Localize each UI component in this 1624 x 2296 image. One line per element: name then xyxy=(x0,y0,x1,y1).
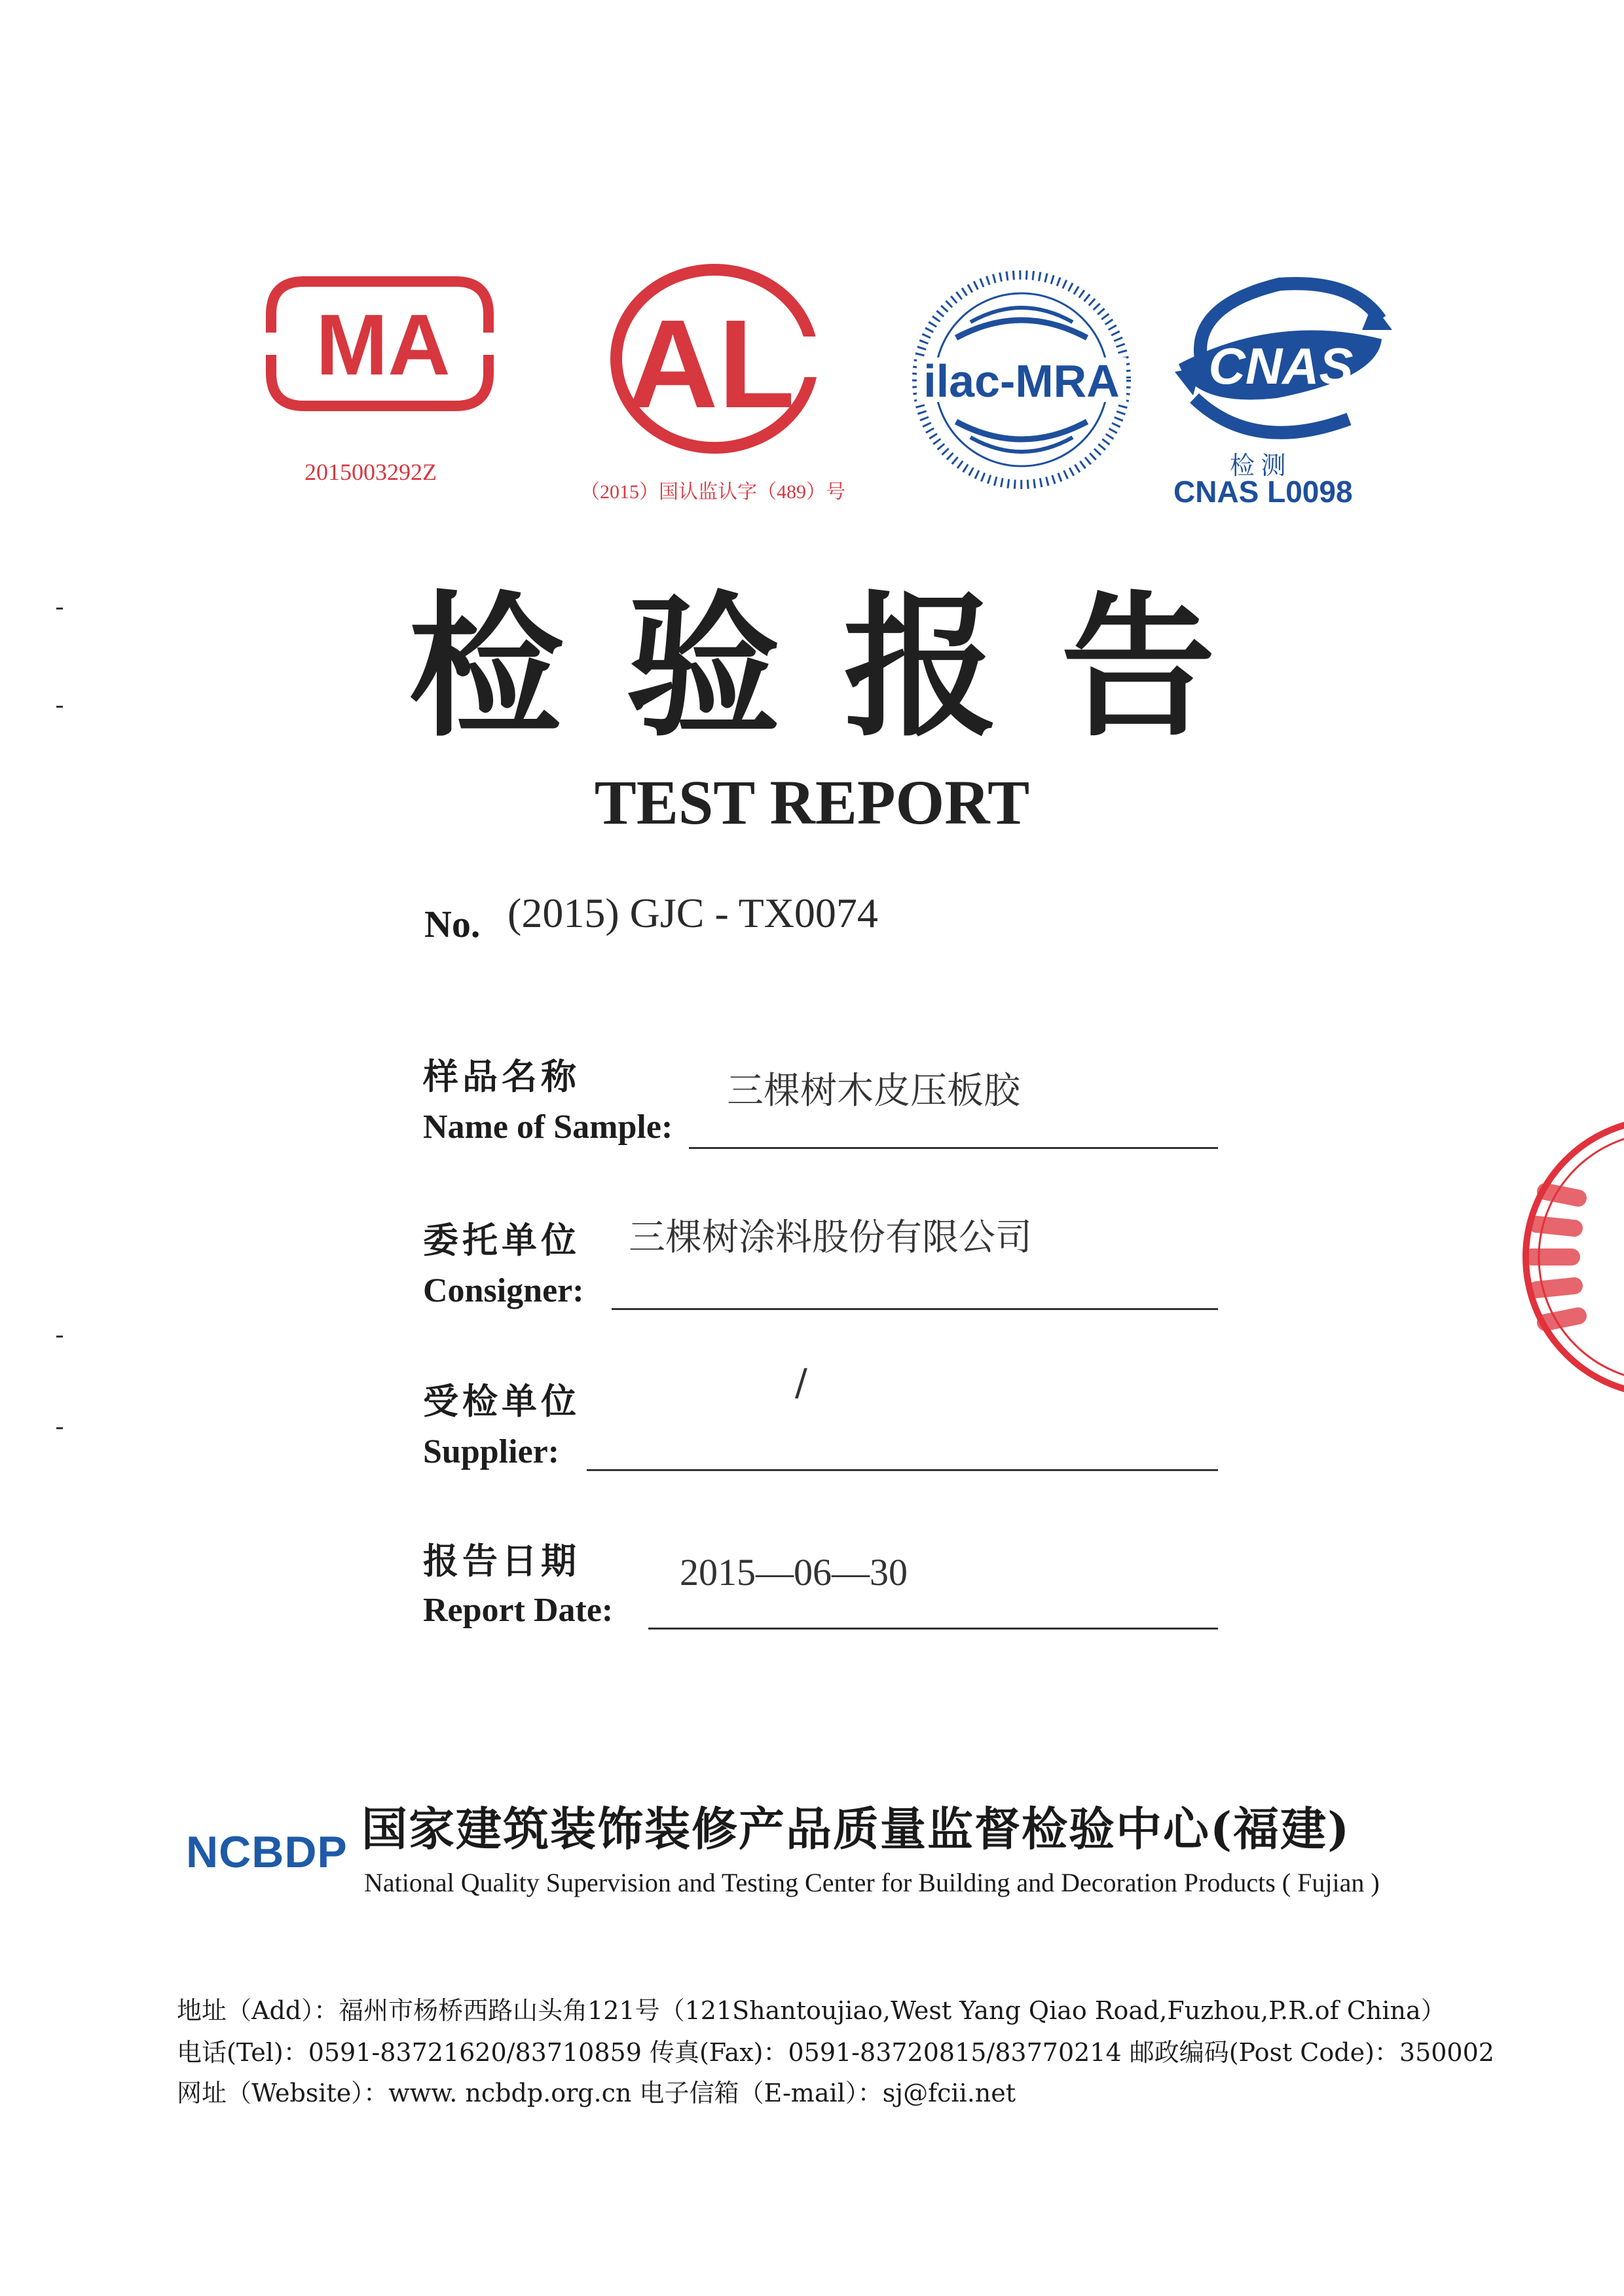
field-label-en: Name of Sample: xyxy=(423,1108,673,1146)
org-name-en: National Quality Supervision and Testing Center for Building and Decoration Products ( Fujian ) xyxy=(364,1868,1380,1897)
svg-text:ilac-MRA: ilac-MRA xyxy=(923,355,1120,407)
field-label-cn: 委托单位 xyxy=(423,1220,580,1261)
contact-address: 地址（Add）：福州市杨桥西路山头角121号（121Shantoujiao,West Yang Qiao Road,Fuzhou,P.R.of China） xyxy=(177,1996,1446,2025)
ncbdp-logo: NCBDP xyxy=(186,1827,348,1877)
cal-logo xyxy=(605,261,824,457)
cal-code: （2015）国认监认字（489）号 xyxy=(580,481,845,503)
field-label-en: Consigner: xyxy=(423,1272,584,1309)
report-no-value: (2015) GJC - TX0074 xyxy=(507,890,878,936)
report-title-cn: 检验报告 xyxy=(408,575,1278,757)
cnas-sub: 检 测 xyxy=(1230,452,1286,480)
org-name-cn: 国家建筑装饰装修产品质量监督检验中心(福建) xyxy=(361,1802,1351,1856)
margin-mark xyxy=(56,1427,63,1429)
cnas-logo xyxy=(1159,267,1401,464)
margin-mark xyxy=(56,1336,63,1338)
field-label-en: Report Date: xyxy=(423,1592,614,1629)
field-value: / xyxy=(795,1362,807,1404)
field-underline xyxy=(612,1308,1218,1310)
report-title-en: TEST REPORT xyxy=(594,767,1030,837)
field-label-cn: 受检单位 xyxy=(423,1381,580,1422)
field-value: 三棵树木皮压板胶 xyxy=(727,1070,1020,1112)
ilac-mra-icon xyxy=(910,264,1133,495)
contact-web: 网址（Website）：www. ncbdp.org.cn 电子信箱（E-mail）：sj@fcii.net xyxy=(177,2079,1016,2107)
svg-text:CNAS: CNAS xyxy=(1208,337,1354,395)
cma-icon xyxy=(265,275,495,412)
cnas-icon xyxy=(1159,267,1401,464)
field-label-cn: 报告日期 xyxy=(423,1540,580,1582)
report-no-label: No. xyxy=(424,903,481,945)
svg-text:AL: AL xyxy=(627,293,795,434)
field-label-cn: 样品名称 xyxy=(423,1056,580,1097)
contact-phone: 电话(Tel)：0591-83721620/83710859 传真(Fax)：0591-83720815/83770214 邮政编码(Post Code)：350002 xyxy=(177,2038,1494,2067)
cnas-code: CNAS L0098 xyxy=(1173,475,1353,509)
field-underline xyxy=(587,1469,1218,1471)
field-label-en: Supplier: xyxy=(423,1433,560,1470)
field-underline xyxy=(648,1628,1218,1630)
red-seal xyxy=(1506,1113,1624,1404)
field-value: 2015—06—30 xyxy=(680,1551,908,1594)
cma-code: 2015003292Z xyxy=(304,459,437,485)
svg-text:MA: MA xyxy=(316,297,451,393)
seal-icon xyxy=(1506,1113,1624,1401)
field-value: 三棵树涂料股份有限公司 xyxy=(629,1216,1032,1259)
cma-logo xyxy=(265,275,495,412)
ilac-mra-logo xyxy=(910,264,1133,495)
cal-icon xyxy=(605,261,824,457)
field-underline xyxy=(689,1147,1218,1149)
